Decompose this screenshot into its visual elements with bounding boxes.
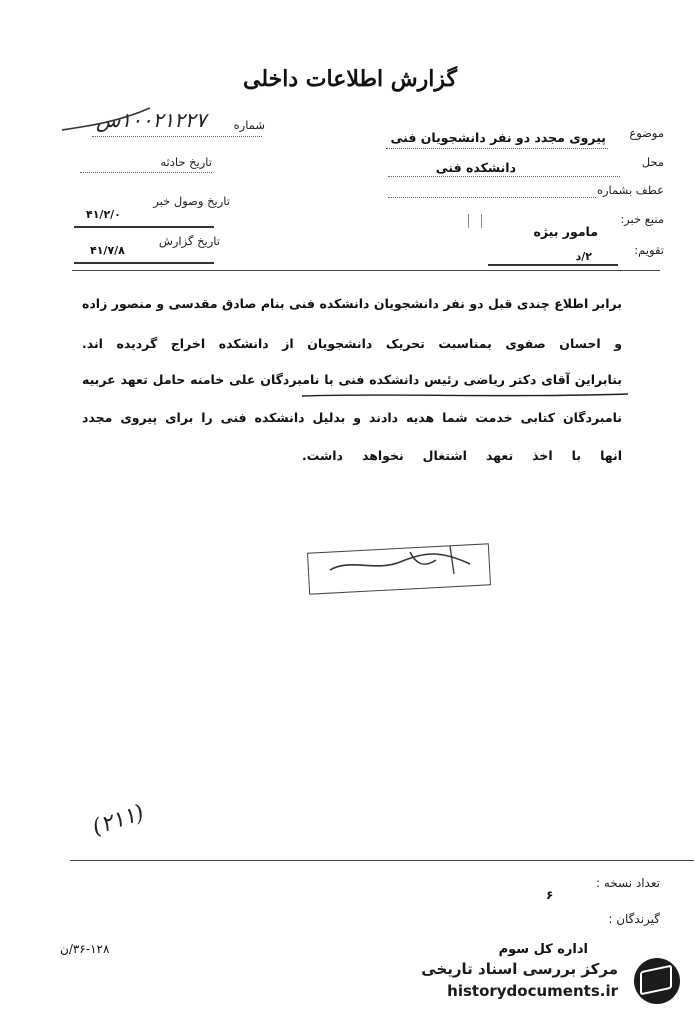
incident-date-dotline xyxy=(80,172,212,173)
header-separator xyxy=(72,270,660,271)
news-date-label: تاریخ وصول خبر xyxy=(153,194,230,208)
copies-value: ۶ xyxy=(546,888,554,902)
report-line-2: و احسان صفوی بمناسبت تحریک دانشجویان از دانشکده اخراج گردیده اند. xyxy=(82,336,622,351)
location-label: محل xyxy=(641,155,664,169)
report-line-1: برابر اطلاع چندی قبل دو نفر دانشجویان دانشکده فنی بنام صادق مقدسی و منصور زاده xyxy=(82,296,622,311)
report-date-rule xyxy=(74,262,214,264)
assessment-value: ۲/د xyxy=(575,250,592,263)
news-date-value: ۴۱/۲/۰ xyxy=(86,208,121,221)
reference-label: عطف بشماره xyxy=(596,183,664,197)
document-code: ۳۶-۱۲۸/ن xyxy=(60,942,110,956)
location-dotline xyxy=(388,176,620,177)
watermark-logo-icon xyxy=(634,958,680,1004)
news-date-rule xyxy=(74,226,214,228)
footer-separator xyxy=(70,860,694,861)
watermark-site: historydocuments.ir xyxy=(447,982,618,1000)
subject-value: پیروی مجدد دو نفر دانشجویان فنی xyxy=(390,130,606,145)
location-value: دانشکده فنی xyxy=(435,160,516,175)
report-date-value: ۴۱/۷/۸ xyxy=(90,244,125,257)
margin-note: (۲۱۱) xyxy=(89,800,148,841)
assessment-rule xyxy=(488,264,618,266)
incident-date-label: تاریخ حادثه xyxy=(160,155,212,169)
reference-dotline xyxy=(388,197,596,198)
watermark-name: مرکز بررسی اسناد تاریخی xyxy=(421,960,618,978)
number-signature-stroke xyxy=(58,100,154,140)
signature-scribble xyxy=(320,538,490,588)
assessment-label: تقویم: xyxy=(634,243,664,257)
number-value: ۱۰۰۲۱۲۲۷س xyxy=(96,108,207,132)
report-line-3-underline xyxy=(300,390,630,400)
source-mark xyxy=(468,214,482,228)
copies-label: تعداد نسخه : xyxy=(595,876,660,890)
subject-dotline xyxy=(386,148,608,149)
recipient-value: اداره کل سوم xyxy=(498,942,588,957)
report-line-3: بنابراین آقای دکتر ریاضی رئیس دانشکده فنی با نامبردگان علی خامنه حامل تعهد عربیه xyxy=(82,372,622,387)
report-title: گزارش اطلاعات داخلی xyxy=(243,66,457,92)
source-value: مامور بیژه xyxy=(533,224,598,239)
report-line-4: نامبردگان کتابی خدمت شما هدیه دادند و بدلیل دانشکده فنی را برای پیروی مجدد xyxy=(82,410,622,425)
report-line-5: انها با اخذ تعهد اشتغال نخواهد داشت. xyxy=(302,448,622,463)
source-label: منبع خبر: xyxy=(620,212,664,226)
recipients-label: گیرندگان : xyxy=(608,912,660,926)
document-icon xyxy=(640,965,672,996)
subject-label: موضوع xyxy=(629,126,664,140)
report-date-label: تاریخ گزارش xyxy=(158,234,220,248)
number-label: شماره xyxy=(233,118,265,132)
